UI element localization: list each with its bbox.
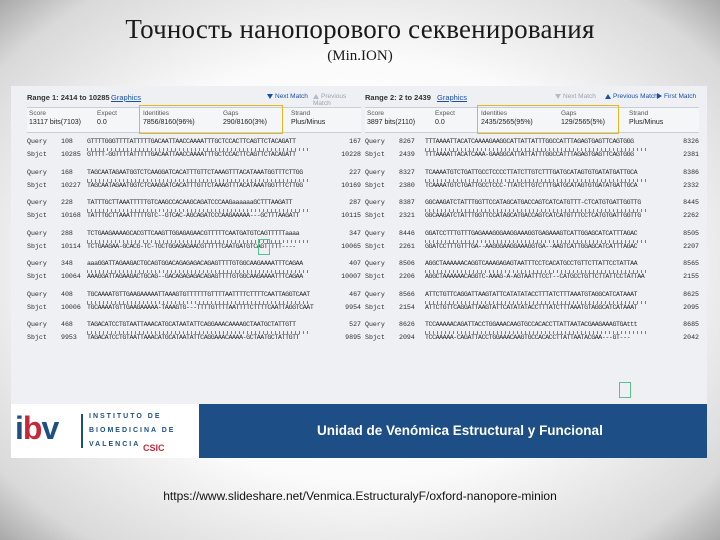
- row-end: 8625: [683, 290, 699, 298]
- row-label: Query: [365, 321, 385, 328]
- stat-label: Gaps: [223, 110, 239, 117]
- row-start: 8387: [399, 199, 415, 206]
- stat-label: Gaps: [561, 110, 577, 117]
- row-start: 108: [61, 138, 73, 145]
- row-sequence: TCAAAATGTCTGATTGCCTCCC-TTATCTTGTCTTTGATGCATAGTGTGATATGATTGCA: [425, 181, 638, 189]
- institute-line: BIOMEDICINA DE: [89, 427, 176, 434]
- alignment-row: [365, 138, 699, 148]
- row-label: Sbjct: [27, 181, 47, 189]
- row-label: Query: [27, 321, 47, 328]
- row-end: 2095: [683, 303, 699, 311]
- row-sequence: TATTTGCTTAAATTTTTGTC--GTCAC-AGCAGATCCCAAGAAAAA---GCTTTAAGATT: [87, 212, 300, 219]
- stat-value: 2435/2565(95%): [481, 119, 533, 126]
- row-start: 2321: [399, 212, 415, 219]
- row-end: 8685: [683, 321, 699, 328]
- row-sequence: ATTCTGTTCAGGATTAAGTATTCATATATACCTTTATCTTTAAATGTAGGCATCATAAAT: [425, 290, 638, 298]
- stat-label: Score: [367, 110, 384, 117]
- slide-title: Точность нанопорового секвенирования: [125, 14, 595, 44]
- stat-value: 3897 bits(2110): [367, 119, 416, 126]
- row-sequence: TCCAAAAA-CAGATTACCTGGAAACAAGTGCCACACCTTATTAATACGAA---GT---: [425, 334, 631, 341]
- row-start: 2439: [399, 151, 415, 158]
- row-label: Sbjct: [365, 303, 385, 311]
- row-start: 348: [61, 260, 73, 267]
- alignment-row: [365, 151, 699, 161]
- row-label: Query: [365, 199, 385, 206]
- alignment-row: [27, 169, 361, 179]
- row-sequence: TCAAAATGTCTGATTGCCTCCCCTTATCTTGTCTTTGATGCATAGTGTGATATGATTGCA: [425, 168, 638, 176]
- row-start: 8626: [399, 321, 415, 328]
- stat-value: Plus/Minus: [291, 119, 326, 126]
- row-sequence: TGCAAAATGTTGAAGAAAAATTAAAGTGTTTTTTGTTTTAATTTTCTTTTCAATTAGGTCAAT: [87, 290, 310, 298]
- row-end: 8505: [683, 229, 699, 237]
- triangle-down-icon: [555, 94, 561, 99]
- row-start: 8267: [399, 138, 415, 145]
- row-label: Query: [365, 138, 385, 145]
- graphics-link[interactable]: Graphics: [111, 93, 142, 102]
- row-label: Sbjct: [365, 242, 385, 250]
- stat-label: Identities: [481, 110, 508, 117]
- alignment-row: [27, 321, 361, 331]
- row-end: 10228: [341, 151, 361, 158]
- row-end: 287: [349, 199, 361, 206]
- row-end: 9954: [345, 303, 361, 311]
- row-label: Sbjct: [27, 212, 47, 219]
- row-sequence: TTTAAAATTACATCAAAAGAAGGCATTATTATTTGGCCATTTAGAGTGAGTTCAGTGGG: [425, 138, 634, 145]
- row-sequence: TAGACATCCTGTAATTAAACATGCATAATATTCAGGAAACAAAA-GCTAATGCTATTGTT: [87, 334, 300, 341]
- row-label: Query: [365, 260, 385, 267]
- row-end: 2381: [683, 151, 699, 158]
- row-label: Query: [365, 290, 385, 298]
- row-label: Sbjct: [27, 334, 47, 341]
- unit-name: Unidad de Venómica Estructural y Funcional: [317, 423, 603, 438]
- row-sequence: GGATCCTTTGTTTGA--AAGGGAAGGAAAGGTGA--AAGTCATTGGAGCATCATTTAGAC: [425, 242, 638, 250]
- row-sequence: TAGCAATAGAATGGTCTCAAGGATCACATTTGTTCTAAAGTTTACATAAATGGTTTCTTGG: [87, 181, 303, 189]
- alignment-row: [365, 230, 699, 240]
- row-label: Query: [27, 290, 47, 298]
- row-sequence: TAGACATCCTGTAATTAAACATGCATAATATTCAGGAAACAAAAGCTAATGCTATTGTT: [87, 321, 296, 328]
- row-start: 10006: [61, 303, 81, 311]
- row-end: 2207: [683, 242, 699, 250]
- alignment-row: [365, 260, 699, 270]
- row-sequence: TTTAAAATTACATCAAA-GAAGGCATTATTATTTGGCCATTTAGAGTGAGTTCAGTGGG: [425, 151, 634, 158]
- row-end: 467: [349, 290, 361, 298]
- alignment-row: [27, 260, 361, 270]
- triangle-up-icon: [313, 94, 319, 99]
- row-start: 2094: [399, 334, 415, 341]
- row-label: Sbjct: [365, 181, 385, 189]
- row-end: 8326: [683, 138, 699, 145]
- row-end: 10065: [341, 242, 361, 250]
- row-start: 468: [61, 321, 73, 328]
- csic-label: CSIC: [143, 443, 165, 453]
- row-start: 10227: [61, 181, 81, 189]
- alignment-row: [27, 138, 361, 148]
- alignment-row: [27, 182, 361, 192]
- row-start: 8506: [399, 260, 415, 267]
- row-label: Sbjct: [365, 212, 385, 219]
- row-start: 288: [61, 229, 73, 237]
- next-match-link[interactable]: Next Match: [555, 93, 596, 100]
- alignment-stats: [27, 107, 361, 133]
- row-start: 228: [61, 199, 73, 206]
- row-start: 10168: [61, 212, 81, 219]
- row-label: Query: [365, 229, 385, 237]
- row-label: Sbjct: [27, 273, 47, 280]
- alignment-row: [365, 291, 699, 301]
- row-sequence: TCCAAAAACAGATTACCTGGAAACAAGTGCCACACCTTATTAATACGAAGAAAGTGAttt: [425, 321, 638, 328]
- stat-value: 0.0: [97, 119, 107, 126]
- alignment-row: [365, 243, 699, 253]
- row-sequence: TATTTGCTTAAATTTTTGTCAAGCCACAAGCAGATCCCAAGaaaaaaGCTTTAAGATT: [87, 199, 293, 206]
- row-end: 2042: [683, 334, 699, 341]
- gap-highlight-marker: [619, 382, 631, 398]
- row-start: 168: [61, 168, 73, 176]
- row-sequence: GTTTT-GGTTTTATTTTTGACAATTAACCAAAATTTGCTCCACTTCAGTTCTACAGATT: [87, 151, 296, 158]
- row-start: 8327: [399, 168, 415, 176]
- previous-match-link[interactable]: Previous Match: [313, 93, 347, 107]
- alignment-row: [27, 230, 361, 240]
- row-end: 2262: [683, 212, 699, 219]
- identities-highlight: [477, 105, 619, 134]
- row-end: 10007: [341, 273, 361, 280]
- row-sequence: TCTGAAGAAAAGCACGTTCAAGTTGGAGAGAACGTTTTTCAATGATGTCAGTTTTTaaaa: [87, 229, 300, 237]
- row-sequence: aaaGGATTAGAAGACTGCAGTGGACAGAGAGACAGAGTTTTGTGGCAAGAAAATTTCAGAA: [87, 260, 303, 267]
- institution-banner: [11, 404, 707, 458]
- row-start: 8446: [399, 229, 415, 237]
- alignment-row: [27, 334, 361, 344]
- graphics-link[interactable]: Graphics: [437, 93, 468, 102]
- logo-divider: [81, 414, 83, 448]
- row-sequence: GGCAAGATCTATTTGGTTCCATAGCATGACCAGTCATCATGTTTCCTCATGTGATTGGTTG: [425, 212, 641, 219]
- row-label: Sbjct: [365, 273, 385, 280]
- row-sequence: TAGCAATAGAATGGTCTCAAGGATCACATTTGTTCTAAAGTTTACATAAATGGTTTCTTGG: [87, 168, 303, 176]
- row-label: Sbjct: [27, 303, 47, 311]
- row-sequence: GTTTTGGGTTTTATTTTTGACAATTAACCAAAATTTGCTCCACTTCAGTTCTACAGATT: [87, 138, 296, 145]
- institute-line: VALENCIA: [89, 441, 141, 448]
- source-url[interactable]: https://www.slideshare.net/Venmica.EstructuralyF/oxford-nanopore-minion: [163, 489, 557, 503]
- row-end: 10115: [341, 212, 361, 219]
- stat-label: Strand: [629, 110, 649, 117]
- alignment-row: [365, 182, 699, 192]
- row-label: Sbjct: [365, 334, 385, 341]
- next-match-link[interactable]: Next Match: [267, 93, 308, 100]
- row-label: Query: [27, 229, 47, 237]
- alignment-panel-1: [27, 92, 361, 400]
- alignment-row: [365, 199, 699, 209]
- gap-highlight-marker: [258, 239, 270, 255]
- stat-value: Plus/Minus: [629, 119, 664, 126]
- stat-value: 129/2565(5%): [561, 119, 605, 126]
- alignment-row: [365, 273, 699, 283]
- row-sequence: TCTGAAGAA-GCACG-TC-TGCTGGAGAGAACGTTTTTCAATGATGTCAGTTTTT----: [87, 242, 296, 250]
- row-label: Query: [27, 138, 47, 145]
- row-label: Sbjct: [27, 242, 47, 250]
- triangle-right-icon: [657, 93, 662, 99]
- alignment-row: [365, 321, 699, 331]
- row-start: 408: [61, 290, 73, 298]
- alignment-row: [365, 169, 699, 179]
- alignment-stats: [365, 107, 699, 133]
- row-sequence: TGCAAAATGTTGAAGAAAAA-TAAAGTG---TTTTGTTTTAATTTTCTTTTCAATTAGGTCAAT: [87, 303, 314, 311]
- row-label: Sbjct: [27, 151, 47, 158]
- row-end: 9895: [345, 334, 361, 341]
- row-start: 2380: [399, 181, 415, 189]
- row-start: 10114: [61, 242, 81, 250]
- row-end: 2332: [683, 181, 699, 189]
- row-start: 9953: [61, 334, 77, 341]
- row-label: Query: [27, 168, 47, 176]
- alignment-row: [27, 199, 361, 209]
- range-label: Range 1: 2414 to 10285: [27, 93, 110, 102]
- alignment-row: [365, 212, 699, 222]
- alignment-row: [27, 151, 361, 161]
- identities-highlight: [139, 105, 283, 134]
- alignment-row: [27, 212, 361, 222]
- ibv-logo: [11, 404, 199, 458]
- range-label: Range 2: 2 to 2439: [365, 93, 431, 102]
- alignment-figure: [11, 86, 707, 458]
- stat-label: Expect: [97, 110, 117, 117]
- row-label: Query: [27, 199, 47, 206]
- row-end: 2155: [683, 273, 699, 280]
- row-start: 2206: [399, 273, 415, 280]
- row-start: 10285: [61, 151, 81, 158]
- logo-letters: ibv: [15, 410, 59, 446]
- row-start: 10064: [61, 273, 81, 280]
- stat-value: 0.0: [435, 119, 445, 126]
- row-start: 2154: [399, 303, 415, 311]
- row-end: 347: [349, 229, 361, 237]
- row-start: 2261: [399, 242, 415, 250]
- row-start: 8566: [399, 290, 415, 298]
- row-label: Query: [27, 260, 47, 267]
- alignment-row: [365, 304, 699, 314]
- alignment-row: [27, 304, 361, 314]
- row-sequence: GGATCCTTTGTTTGAGAAAGGGAAGGAAAGGTGAGAAAGTCATTGGAGCATCATTTAGAC: [425, 229, 638, 237]
- slide-subtitle: (Min.ION): [327, 48, 393, 64]
- first-match-link[interactable]: First Match: [657, 93, 696, 100]
- previous-match-link[interactable]: Previous Match: [605, 93, 658, 100]
- row-end: 407: [349, 260, 361, 267]
- stat-label: Score: [29, 110, 46, 117]
- alignment-row: [365, 334, 699, 344]
- stat-label: Expect: [435, 110, 455, 117]
- institute-line: INSTITUTO DE: [89, 413, 162, 420]
- triangle-up-icon: [605, 94, 611, 99]
- alignment-row: [27, 291, 361, 301]
- row-sequence: ATTCTGTTCAGGATTAAGTATTCATATATACCTTTATCTTTAAATGTAGGCATCATAAAT: [425, 303, 638, 311]
- row-sequence: AGGCTAAAAAACAGGTCAAAGAGAGTAATTTCCTCACATGCCTGTTCTTATTCCTATTAA: [425, 260, 638, 267]
- row-sequence: AGGCTAAAAAACAGGTC-AAAG-A-AGTAATTTCCT--CATGCCTGTTCTTATTCCTATTAA: [425, 273, 645, 280]
- row-end: 527: [349, 321, 361, 328]
- stat-value: 13117 bits(7103): [29, 119, 82, 126]
- row-end: 8445: [683, 199, 699, 206]
- row-sequence: AAAGGATTAGAAGACTGCAG--GACAGAGAGACAGAGTTTTGTGGCAAGAAAATTTCAGAA: [87, 273, 303, 280]
- row-label: Query: [365, 168, 385, 176]
- row-end: 227: [349, 168, 361, 176]
- stat-label: Identities: [143, 110, 170, 117]
- alignment-row: [27, 273, 361, 283]
- alignment-row: [27, 243, 361, 253]
- row-sequence: GGCAAGATCTATTTGGTTCCATAGCATGACCAGTCATCATGTTT-CTCATGTGATTGGTTG: [425, 199, 641, 206]
- alignment-panel-2: [365, 92, 699, 400]
- row-label: Sbjct: [365, 151, 385, 158]
- row-end: 167: [349, 138, 361, 145]
- row-end: 8565: [683, 260, 699, 267]
- stat-label: Strand: [291, 110, 311, 117]
- stat-value: 290/8160(3%): [223, 119, 267, 126]
- triangle-down-icon: [267, 94, 273, 99]
- stat-value: 7856/8160(96%): [143, 119, 195, 126]
- row-end: 8386: [683, 168, 699, 176]
- row-end: 10169: [341, 181, 361, 189]
